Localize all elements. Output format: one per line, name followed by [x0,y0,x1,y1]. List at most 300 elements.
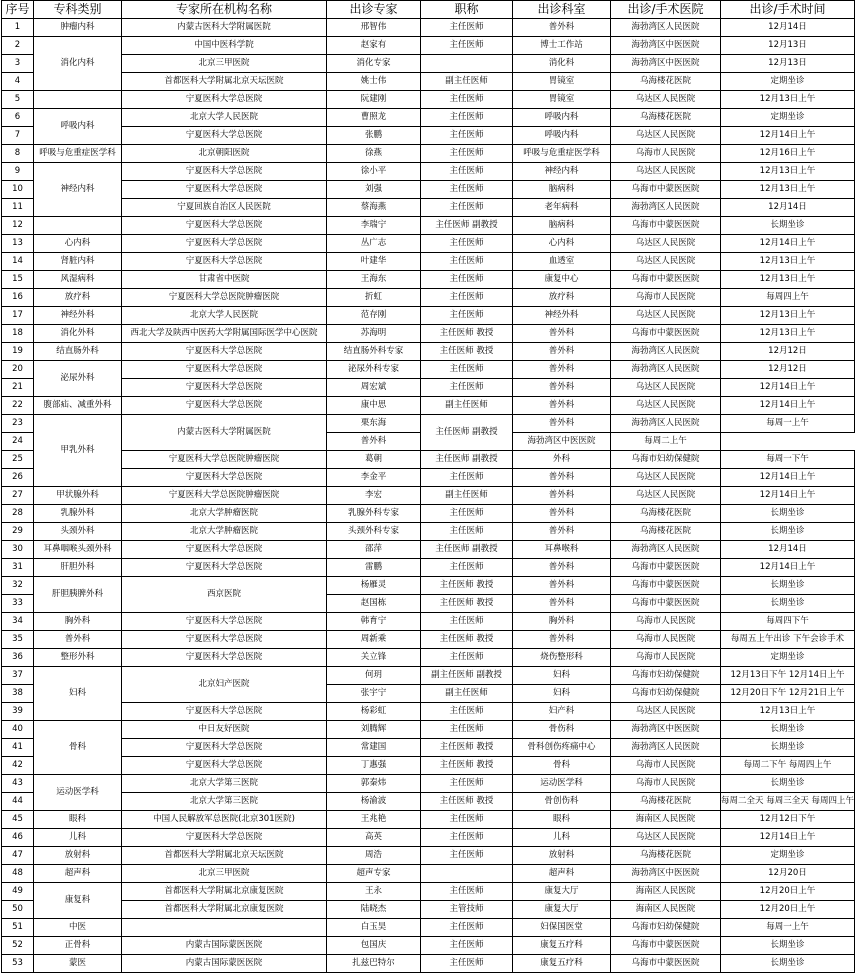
cell-time: 12月14日 [721,541,855,559]
cell-institution: 宁夏医科大学总医院 [122,757,327,775]
cell-title: 主任医师 [421,883,513,901]
cell-title: 主任医师 [421,181,513,199]
table-row [2,343,855,361]
cell-dept [34,91,122,109]
cell-doctor: 赵国栋 [327,595,421,613]
table-row [2,721,855,739]
cell-title: 主任医师 [421,37,513,55]
cell-hospital: 乌达区人民医院 [611,829,721,847]
cell-institution: 中国人民解放军总医院(北京301医院) [122,811,327,829]
cell-dept: 神经外科 [34,307,122,325]
cell-title: 主任医师 [421,523,513,541]
cell-hospital: 海勃湾区人民医院 [611,19,721,37]
cell-no: 36 [2,649,34,667]
cell-title: 主任医师 [421,199,513,217]
cell-hospital: 乌海市中蒙医医院 [611,577,721,595]
cell-dept: 呼吸内科 [34,109,122,145]
cell-dept: 整形外科 [34,649,122,667]
header-dept: 专科类别 [34,1,122,19]
cell-title: 主任医师 教授 [421,343,513,361]
table-row [2,649,855,667]
cell-room: 神经外科 [513,307,611,325]
cell-hospital: 乌海市人民医院 [611,631,721,649]
cell-room: 烧伤整形科 [513,649,611,667]
cell-institution: 宁夏医科大学总医院 [122,397,327,415]
cell-title: 副主任医师 副教授 [421,667,513,685]
cell-dept: 耳鼻咽喉头颈外科 [34,541,122,559]
cell-time: 12月14日上午 [721,487,855,505]
cell-time: 12月20日上午 [721,901,855,919]
cell-hospital: 乌海市中蒙医医院 [611,595,721,613]
cell-room: 普外科 [513,469,611,487]
table-row [2,523,855,541]
cell-institution: 内蒙古国际蒙医医院 [122,937,327,955]
cell-no: 47 [2,847,34,865]
cell-time: 12月14日 [721,19,855,37]
cell-time: 12月16日上午 [721,145,855,163]
cell-time: 12月20日 [721,865,855,883]
cell-time: 定期坐诊 [721,847,855,865]
cell-dept: 泌尿外科 [34,361,122,397]
cell-title [421,55,513,73]
cell-no: 29 [2,523,34,541]
cell-room: 外科 [513,451,611,469]
cell-time: 12月12日 [721,343,855,361]
cell-title: 副主任医师 [421,397,513,415]
cell-institution: 内蒙古医科大学附属医院 [122,415,327,451]
cell-time: 长期坐诊 [721,217,855,235]
cell-no: 31 [2,559,34,577]
cell-time: 12月13日上午 [721,271,855,289]
cell-title: 主任医师 [421,109,513,127]
cell-room: 普外科 [513,595,611,613]
cell-institution: 宁夏医科大学总医院 [122,163,327,181]
table-row [2,937,855,955]
cell-no: 7 [2,127,34,145]
cell-institution: 北京妇产医院 [122,667,327,703]
cell-dept: 骨科 [34,721,122,775]
cell-room: 儿科 [513,829,611,847]
cell-hospital: 乌海市中蒙医医院 [611,937,721,955]
cell-room: 脑病科 [513,181,611,199]
cell-hospital: 乌海楼花医院 [611,73,721,91]
table-row [2,811,855,829]
cell-room: 博士工作站 [513,37,611,55]
table-row [2,127,855,145]
cell-hospital: 乌达区人民医院 [611,307,721,325]
header-time: 出诊/手术时间 [721,1,855,19]
table-row [2,847,855,865]
cell-institution: 西北大学及陕西中医药大学附属国际医学中心医院 [122,325,327,343]
cell-dept: 消化外科 [34,325,122,343]
cell-no: 35 [2,631,34,649]
cell-title: 主任医师 教授 [421,739,513,757]
cell-no: 23 [2,415,34,433]
table-row [2,505,855,523]
cell-no: 25 [2,451,34,469]
cell-time: 长期坐诊 [721,505,855,523]
cell-institution: 北京大学第三医院 [122,793,327,811]
table-row [2,37,855,55]
cell-title: 主任医师 [421,919,513,937]
cell-no: 32 [2,577,34,595]
cell-room: 普外科 [513,379,611,397]
cell-time: 12月14日上午 [721,379,855,397]
cell-doctor: 姚士伟 [327,73,421,91]
cell-room: 普外科 [513,487,611,505]
cell-no: 26 [2,469,34,487]
cell-doctor: 杨雁灵 [327,577,421,595]
cell-time: 长期坐诊 [721,739,855,757]
cell-time: 12月13日 [721,55,855,73]
cell-hospital: 海南区人民医院 [611,901,721,919]
cell-hospital: 乌海市人民医院 [611,775,721,793]
cell-time: 定期坐诊 [721,649,855,667]
cell-room: 普外科 [513,19,611,37]
cell-room: 普外科 [513,361,611,379]
cell-dept: 蒙医 [34,955,122,973]
cell-institution: 宁夏医科大学总医院 [122,343,327,361]
cell-time: 长期坐诊 [721,721,855,739]
cell-room: 超声科 [513,865,611,883]
cell-doctor: 扎兹巴特尔 [327,955,421,973]
cell-no: 42 [2,757,34,775]
table-row [2,163,855,181]
cell-institution: 北京三甲医院 [122,865,327,883]
cell-doctor: 丛广志 [327,235,421,253]
cell-institution: 宁夏医科大学总医院 [122,253,327,271]
cell-institution: 宁夏医科大学总医院 [122,217,327,235]
cell-hospital: 乌达区人民医院 [611,253,721,271]
table-row [2,415,855,433]
cell-title: 主任医师 [421,649,513,667]
cell-room: 妇保国医堂 [513,919,611,937]
cell-hospital: 乌海市中蒙医医院 [611,181,721,199]
cell-doctor: 周浩 [327,847,421,865]
cell-dept: 腹部疝、减重外科 [34,397,122,415]
cell-doctor: 范存刚 [327,307,421,325]
cell-no: 22 [2,397,34,415]
cell-hospital: 海勃湾区人民医院 [611,415,721,433]
cell-institution: 宁夏医科大学总医院 [122,361,327,379]
cell-no: 41 [2,739,34,757]
table-row [2,577,855,595]
cell-hospital: 海勃湾区人民医院 [611,541,721,559]
table-row [2,955,855,973]
cell-doctor: 高英 [327,829,421,847]
cell-doctor: 关立锋 [327,649,421,667]
cell-room: 胃镜室 [513,73,611,91]
table-row [2,73,855,91]
cell-no: 24 [2,433,34,451]
cell-hospital: 乌达区人民医院 [611,91,721,109]
cell-room: 普外科 [513,505,611,523]
cell-hospital: 海勃湾区中医医院 [611,721,721,739]
cell-room: 康复五疗科 [513,955,611,973]
cell-title: 主任医师 [421,559,513,577]
cell-time: 12月20日上午 [721,883,855,901]
cell-institution: 宁夏医科大学总医院 [122,469,327,487]
cell-time: 每周一下午 [721,451,855,469]
cell-doctor: 徐小平 [327,163,421,181]
cell-title: 主任医师 [421,847,513,865]
table-row [2,559,855,577]
cell-institution: 北京三甲医院 [122,55,327,73]
cell-room: 妇科 [513,667,611,685]
cell-hospital: 乌海市中蒙医医院 [611,955,721,973]
cell-room: 耳鼻喉科 [513,541,611,559]
cell-no: 28 [2,505,34,523]
cell-hospital: 乌海楼花医院 [611,847,721,865]
cell-dept: 消化内科 [34,37,122,91]
cell-doctor: 雷鹏 [327,559,421,577]
cell-institution: 北京大学人民医院 [122,307,327,325]
cell-no: 16 [2,289,34,307]
cell-time: 12月13日上午 [721,253,855,271]
cell-hospital: 乌达区人民医院 [611,235,721,253]
cell-room: 老年病科 [513,199,611,217]
cell-room: 血透室 [513,253,611,271]
cell-no: 11 [2,199,34,217]
cell-time: 12月14日 [721,199,855,217]
cell-no: 20 [2,361,34,379]
cell-dept: 儿科 [34,829,122,847]
cell-institution: 宁夏医科大学总医院 [122,181,327,199]
cell-institution: 宁夏医科大学总医院肿瘤医院 [122,289,327,307]
table-row [2,379,855,397]
cell-hospital: 乌海市妇幼保健院 [611,919,721,937]
cell-institution: 中国中医科学院 [122,37,327,55]
cell-room: 普外科 [513,523,611,541]
cell-doctor: 张鹏 [327,127,421,145]
cell-time: 12月13日上午 [721,703,855,721]
cell-doctor: 邵萍 [327,541,421,559]
table-row [2,325,855,343]
cell-institution: 宁夏医科大学总医院 [122,829,327,847]
cell-hospital: 海勃湾区中医医院 [513,433,611,451]
cell-doctor: 阮建刚 [327,91,421,109]
cell-doctor: 超声专家 [327,865,421,883]
cell-no: 30 [2,541,34,559]
cell-no: 43 [2,775,34,793]
cell-title: 主任医师 [421,379,513,397]
cell-doctor: 何玥 [327,667,421,685]
table-row [2,181,855,199]
cell-hospital: 乌达区人民医院 [611,487,721,505]
cell-hospital: 乌达区人民医院 [611,127,721,145]
cell-time: 12月12日 [721,361,855,379]
table-row [2,19,855,37]
cell-title: 副主任医师 [421,685,513,703]
cell-institution [122,919,327,937]
cell-time: 12月13日 [721,37,855,55]
cell-room: 心内科 [513,235,611,253]
cell-time: 12月14日上午 [721,235,855,253]
cell-doctor: 刘腾辉 [327,721,421,739]
cell-title: 主任医师 [421,163,513,181]
header-row [2,1,855,19]
cell-hospital: 乌海市中蒙医医院 [611,325,721,343]
cell-institution: 宁夏医科大学总医院 [122,541,327,559]
table-row [2,55,855,73]
cell-title: 主任医师 教授 [421,595,513,613]
cell-room: 康复五疗科 [513,937,611,955]
cell-doctor: 王永 [327,883,421,901]
cell-time: 长期坐诊 [721,577,855,595]
cell-hospital: 海勃湾区人民医院 [611,199,721,217]
cell-room: 普外科 [513,343,611,361]
schedule-body [2,19,855,973]
cell-doctor: 李宏 [327,487,421,505]
cell-title: 主任医师 [421,937,513,955]
cell-no: 1 [2,19,34,37]
cell-title: 主任医师 [421,505,513,523]
cell-time: 定期坐诊 [721,109,855,127]
cell-hospital: 海勃湾区中医医院 [611,37,721,55]
cell-dept: 甲乳外科 [34,415,122,487]
cell-doctor: 周新乘 [327,631,421,649]
table-row [2,883,855,901]
cell-dept: 头颈外科 [34,523,122,541]
cell-doctor: 蔡海燕 [327,199,421,217]
cell-institution: 宁夏医科大学总医院 [122,379,327,397]
cell-dept: 心内科 [34,235,122,253]
cell-institution: 首都医科大学附属北京天坛医院 [122,847,327,865]
cell-institution: 北京大学人民医院 [122,109,327,127]
cell-dept: 超声科 [34,865,122,883]
cell-hospital: 乌海楼花医院 [611,523,721,541]
cell-doctor: 葛朝 [327,451,421,469]
cell-institution: 宁夏医科大学总医院 [122,613,327,631]
cell-dept: 妇科 [34,667,122,721]
cell-time: 长期坐诊 [721,955,855,973]
cell-title: 主任医师 [421,775,513,793]
cell-room: 康复大厅 [513,901,611,919]
cell-time: 12月13日上午 [721,181,855,199]
table-row [2,829,855,847]
cell-doctor: 消化专家 [327,55,421,73]
cell-room: 骨科创伤疼痛中心 [513,739,611,757]
cell-doctor: 李瑞宁 [327,217,421,235]
cell-hospital: 乌海市人民医院 [611,757,721,775]
cell-no: 40 [2,721,34,739]
table-row [2,667,855,685]
cell-institution: 宁夏医科大学总医院 [122,649,327,667]
table-row [2,451,855,469]
cell-no: 27 [2,487,34,505]
cell-doctor: 康中思 [327,397,421,415]
cell-title: 主任医师 [421,829,513,847]
table-row [2,487,855,505]
table-row [2,613,855,631]
cell-title: 主任医师 副教授 [421,451,513,469]
table-row [2,307,855,325]
cell-institution: 宁夏回族自治区人民医院 [122,199,327,217]
cell-doctor: 刘强 [327,181,421,199]
cell-institution: 北京大学肿瘤医院 [122,505,327,523]
cell-dept: 普外科 [34,631,122,649]
cell-room: 康复中心 [513,271,611,289]
cell-no: 12 [2,217,34,235]
cell-room: 神经内科 [513,163,611,181]
cell-no: 44 [2,793,34,811]
cell-title: 主任医师 [421,91,513,109]
cell-institution: 宁夏医科大学总医院 [122,235,327,253]
cell-title: 副主任医师 [421,487,513,505]
cell-hospital: 海勃湾区人民医院 [611,739,721,757]
table-row [2,775,855,793]
table-row [2,793,855,811]
cell-title: 主任医师 [421,703,513,721]
cell-doctor: 包国庆 [327,937,421,955]
cell-room: 胸外科 [513,613,611,631]
cell-doctor: 杨渝波 [327,793,421,811]
cell-doctor: 王海东 [327,271,421,289]
table-row [2,757,855,775]
cell-hospital: 乌海市妇幼保健院 [611,451,721,469]
cell-time: 12月13日上午 [721,307,855,325]
cell-no: 49 [2,883,34,901]
cell-dept: 甲状腺外科 [34,487,122,505]
cell-title: 主管技师 [421,901,513,919]
cell-doctor: 徐燕 [327,145,421,163]
cell-dept: 肿瘤内科 [34,19,122,37]
cell-institution: 北京大学肿瘤医院 [122,523,327,541]
cell-time: 长期坐诊 [721,523,855,541]
cell-hospital: 乌海市中蒙医医院 [611,271,721,289]
cell-room: 普外科 [513,325,611,343]
cell-hospital: 海勃湾区中医医院 [611,55,721,73]
cell-room: 普外科 [513,397,611,415]
table-row [2,289,855,307]
cell-no: 13 [2,235,34,253]
cell-dept: 肾脏内科 [34,253,122,271]
cell-doctor: 乳腺外科专家 [327,505,421,523]
cell-time: 12月14日上午 [721,397,855,415]
cell-time: 每周四下午 [721,613,855,631]
cell-doctor: 邢智伟 [327,19,421,37]
cell-no: 38 [2,685,34,703]
cell-institution: 西京医院 [122,577,327,613]
cell-no: 14 [2,253,34,271]
cell-dept: 眼科 [34,811,122,829]
table-row [2,91,855,109]
cell-time: 每周一上午 [721,415,855,433]
cell-hospital: 乌海市人民医院 [611,289,721,307]
cell-time: 12月14日上午 [721,469,855,487]
cell-time: 长期坐诊 [721,937,855,955]
cell-no: 10 [2,181,34,199]
cell-no: 9 [2,163,34,181]
cell-no: 21 [2,379,34,397]
table-row [2,235,855,253]
cell-no: 19 [2,343,34,361]
cell-no: 37 [2,667,34,685]
cell-institution: 宁夏医科大学总医院肿瘤医院 [122,451,327,469]
table-row [2,253,855,271]
cell-no: 53 [2,955,34,973]
cell-title: 主任医师 [421,955,513,973]
cell-hospital: 乌达区人民医院 [611,379,721,397]
cell-no: 6 [2,109,34,127]
cell-hospital: 乌海市中蒙医医院 [611,559,721,577]
cell-institution: 内蒙古国际蒙医医院 [122,955,327,973]
cell-hospital: 乌海楼花医院 [611,793,721,811]
cell-title: 主任医师 副教授 [421,217,513,235]
cell-hospital: 乌达区人民医院 [611,163,721,181]
header-room: 出诊科室 [513,1,611,19]
cell-institution: 北京大学第三医院 [122,775,327,793]
